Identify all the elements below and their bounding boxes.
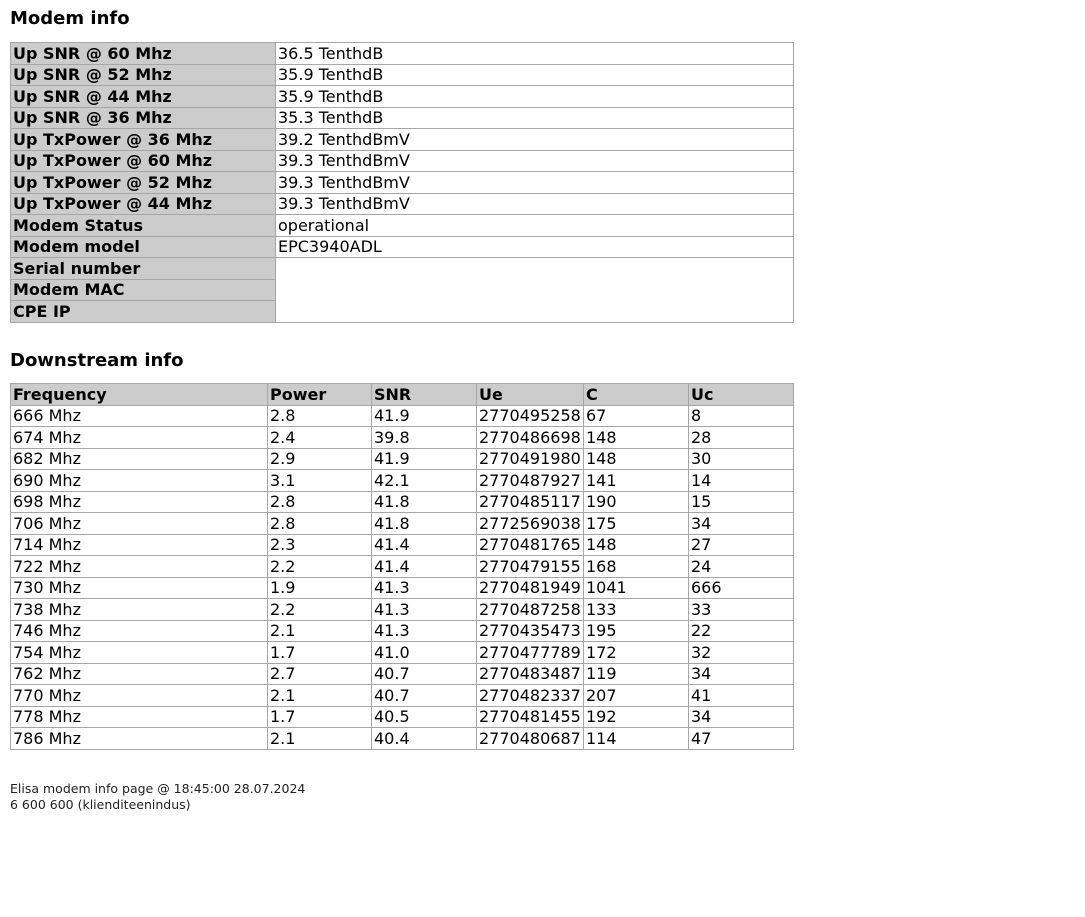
c-cell: 195 xyxy=(584,620,689,642)
ue-cell: 2772569038 xyxy=(477,513,584,535)
frequency-cell: 722 Mhz xyxy=(11,556,268,578)
power-cell: 1.7 xyxy=(268,706,372,728)
snr-cell: 42.1 xyxy=(372,470,477,492)
uc-cell: 14 xyxy=(689,470,794,492)
modem-info-label: Up SNR @ 52 Mhz xyxy=(11,64,276,86)
table-row xyxy=(11,663,794,685)
modem-info-label: Up TxPower @ 52 Mhz xyxy=(11,172,276,194)
ue-cell: 2770487258 xyxy=(477,599,584,621)
power-cell: 2.9 xyxy=(268,448,372,470)
ue-cell: 2770480687 xyxy=(477,728,584,750)
power-cell: 2.1 xyxy=(268,728,372,750)
ue-cell: 2770481765 xyxy=(477,534,584,556)
snr-cell: 41.3 xyxy=(372,620,477,642)
uc-cell: 41 xyxy=(689,685,794,707)
frequency-cell: 746 Mhz xyxy=(11,620,268,642)
c-cell: 168 xyxy=(584,556,689,578)
snr-cell: 41.0 xyxy=(372,642,477,664)
table-row xyxy=(11,642,794,664)
table-row xyxy=(11,620,794,642)
modem-info-body xyxy=(11,43,794,323)
c-cell: 119 xyxy=(584,663,689,685)
uc-cell: 30 xyxy=(689,448,794,470)
table-row xyxy=(11,427,794,449)
c-cell: 175 xyxy=(584,513,689,535)
modem-info-label: Up TxPower @ 44 Mhz xyxy=(11,193,276,215)
frequency-cell: 706 Mhz xyxy=(11,513,268,535)
c-cell: 67 xyxy=(584,405,689,427)
modem-info-row xyxy=(11,43,794,65)
snr-cell: 41.3 xyxy=(372,577,477,599)
serial-mac-ip-value-area xyxy=(276,258,794,323)
modem-info-label: Up SNR @ 60 Mhz xyxy=(11,43,276,65)
c-cell: 207 xyxy=(584,685,689,707)
modem-info-row xyxy=(11,107,794,129)
frequency-cell: 770 Mhz xyxy=(11,685,268,707)
frequency-cell: 754 Mhz xyxy=(11,642,268,664)
uc-cell: 22 xyxy=(689,620,794,642)
modem-info-label: Modem model xyxy=(11,236,276,258)
modem-info-label: Serial number xyxy=(11,258,276,280)
ue-cell: 2770487927 xyxy=(477,470,584,492)
snr-cell: 41.9 xyxy=(372,405,477,427)
table-row xyxy=(11,405,794,427)
table-row xyxy=(11,534,794,556)
ue-cell: 2770481949 xyxy=(477,577,584,599)
uc-cell: 47 xyxy=(689,728,794,750)
downstream-info-table xyxy=(10,383,794,750)
modem-info-label: Up TxPower @ 36 Mhz xyxy=(11,129,276,151)
c-cell: 172 xyxy=(584,642,689,664)
column-header-c: C xyxy=(584,384,689,406)
footer-timestamp-line: Elisa modem info page @ 18:45:00 28.07.2024 xyxy=(10,781,306,796)
ue-cell: 2770483487 xyxy=(477,663,584,685)
column-header-uc: Uc xyxy=(689,384,794,406)
power-cell: 2.8 xyxy=(268,513,372,535)
power-cell: 2.2 xyxy=(268,599,372,621)
c-cell: 141 xyxy=(584,470,689,492)
power-cell: 2.1 xyxy=(268,685,372,707)
c-cell: 190 xyxy=(584,491,689,513)
modem-info-label: Modem MAC xyxy=(11,279,276,301)
modem-info-label: Up TxPower @ 60 Mhz xyxy=(11,150,276,172)
uc-cell: 8 xyxy=(689,405,794,427)
frequency-cell: 698 Mhz xyxy=(11,491,268,513)
uc-cell: 32 xyxy=(689,642,794,664)
power-cell: 2.8 xyxy=(268,491,372,513)
table-row xyxy=(11,599,794,621)
c-cell: 148 xyxy=(584,427,689,449)
modem-info-title: Modem info xyxy=(10,8,130,29)
table-row xyxy=(11,448,794,470)
frequency-cell: 730 Mhz xyxy=(11,577,268,599)
modem-info-row xyxy=(11,150,794,172)
snr-cell: 40.7 xyxy=(372,663,477,685)
c-cell: 133 xyxy=(584,599,689,621)
uc-cell: 34 xyxy=(689,706,794,728)
frequency-cell: 666 Mhz xyxy=(11,405,268,427)
ue-cell: 2770495258 xyxy=(477,405,584,427)
uc-cell: 666 xyxy=(689,577,794,599)
c-cell: 192 xyxy=(584,706,689,728)
downstream-header-row xyxy=(11,384,794,406)
frequency-cell: 690 Mhz xyxy=(11,470,268,492)
modem-status-value: operational xyxy=(276,215,794,237)
modem-info-value: 35.9 TenthdB xyxy=(276,86,794,108)
power-cell: 2.3 xyxy=(268,534,372,556)
modem-info-table xyxy=(10,42,794,323)
power-cell: 2.1 xyxy=(268,620,372,642)
uc-cell: 15 xyxy=(689,491,794,513)
power-cell: 2.8 xyxy=(268,405,372,427)
ue-cell: 2770486698 xyxy=(477,427,584,449)
footer-phone-line: 6 600 600 (klienditeenindus) xyxy=(10,797,191,812)
snr-cell: 41.3 xyxy=(372,599,477,621)
ue-cell: 2770435473 xyxy=(477,620,584,642)
modem-info-value: 39.2 TenthdBmV xyxy=(276,129,794,151)
c-cell: 114 xyxy=(584,728,689,750)
modem-info-row xyxy=(11,258,794,280)
modem-info-label: Up SNR @ 44 Mhz xyxy=(11,86,276,108)
table-row xyxy=(11,491,794,513)
modem-info-value: 36.5 TenthdB xyxy=(276,43,794,65)
modem-info-row xyxy=(11,193,794,215)
ue-cell: 2770477789 xyxy=(477,642,584,664)
frequency-cell: 674 Mhz xyxy=(11,427,268,449)
modem-info-row xyxy=(11,129,794,151)
downstream-body xyxy=(11,405,794,749)
modem-model-value: EPC3940ADL xyxy=(276,236,794,258)
snr-cell: 40.4 xyxy=(372,728,477,750)
uc-cell: 34 xyxy=(689,663,794,685)
snr-cell: 40.7 xyxy=(372,685,477,707)
ue-cell: 2770491980 xyxy=(477,448,584,470)
modem-info-label: Modem Status xyxy=(11,215,276,237)
table-row xyxy=(11,706,794,728)
power-cell: 2.7 xyxy=(268,663,372,685)
ue-cell: 2770481455 xyxy=(477,706,584,728)
snr-cell: 41.8 xyxy=(372,491,477,513)
modem-info-value: 39.3 TenthdBmV xyxy=(276,172,794,194)
uc-cell: 28 xyxy=(689,427,794,449)
frequency-cell: 682 Mhz xyxy=(11,448,268,470)
modem-info-value: 35.3 TenthdB xyxy=(276,107,794,129)
column-header-snr: SNR xyxy=(372,384,477,406)
power-cell: 3.1 xyxy=(268,470,372,492)
modem-info-row xyxy=(11,172,794,194)
uc-cell: 34 xyxy=(689,513,794,535)
ue-cell: 2770479155 xyxy=(477,556,584,578)
c-cell: 1041 xyxy=(584,577,689,599)
snr-cell: 41.4 xyxy=(372,556,477,578)
frequency-cell: 786 Mhz xyxy=(11,728,268,750)
footer xyxy=(10,781,305,813)
modem-info-row xyxy=(11,215,794,237)
frequency-cell: 738 Mhz xyxy=(11,599,268,621)
uc-cell: 24 xyxy=(689,556,794,578)
table-row xyxy=(11,470,794,492)
power-cell: 2.2 xyxy=(268,556,372,578)
modem-info-label: Up SNR @ 36 Mhz xyxy=(11,107,276,129)
table-row xyxy=(11,728,794,750)
uc-cell: 33 xyxy=(689,599,794,621)
snr-cell: 40.5 xyxy=(372,706,477,728)
modem-info-value: 35.9 TenthdB xyxy=(276,64,794,86)
table-row xyxy=(11,556,794,578)
downstream-info-title: Downstream info xyxy=(10,350,184,371)
downstream-header xyxy=(11,384,794,406)
modem-info-value: 39.3 TenthdBmV xyxy=(276,193,794,215)
modem-info-label: CPE IP xyxy=(11,301,276,323)
ue-cell: 2770485117 xyxy=(477,491,584,513)
modem-info-row xyxy=(11,86,794,108)
c-cell: 148 xyxy=(584,534,689,556)
modem-info-row xyxy=(11,64,794,86)
power-cell: 2.4 xyxy=(268,427,372,449)
modem-info-row xyxy=(11,236,794,258)
table-row xyxy=(11,513,794,535)
frequency-cell: 778 Mhz xyxy=(11,706,268,728)
power-cell: 1.9 xyxy=(268,577,372,599)
table-row xyxy=(11,685,794,707)
frequency-cell: 762 Mhz xyxy=(11,663,268,685)
snr-cell: 39.8 xyxy=(372,427,477,449)
table-row xyxy=(11,577,794,599)
power-cell: 1.7 xyxy=(268,642,372,664)
column-header-ue: Ue xyxy=(477,384,584,406)
snr-cell: 41.8 xyxy=(372,513,477,535)
column-header-power: Power xyxy=(268,384,372,406)
snr-cell: 41.9 xyxy=(372,448,477,470)
uc-cell: 27 xyxy=(689,534,794,556)
ue-cell: 2770482337 xyxy=(477,685,584,707)
frequency-cell: 714 Mhz xyxy=(11,534,268,556)
column-header-frequency: Frequency xyxy=(11,384,268,406)
snr-cell: 41.4 xyxy=(372,534,477,556)
c-cell: 148 xyxy=(584,448,689,470)
modem-info-value: 39.3 TenthdBmV xyxy=(276,150,794,172)
